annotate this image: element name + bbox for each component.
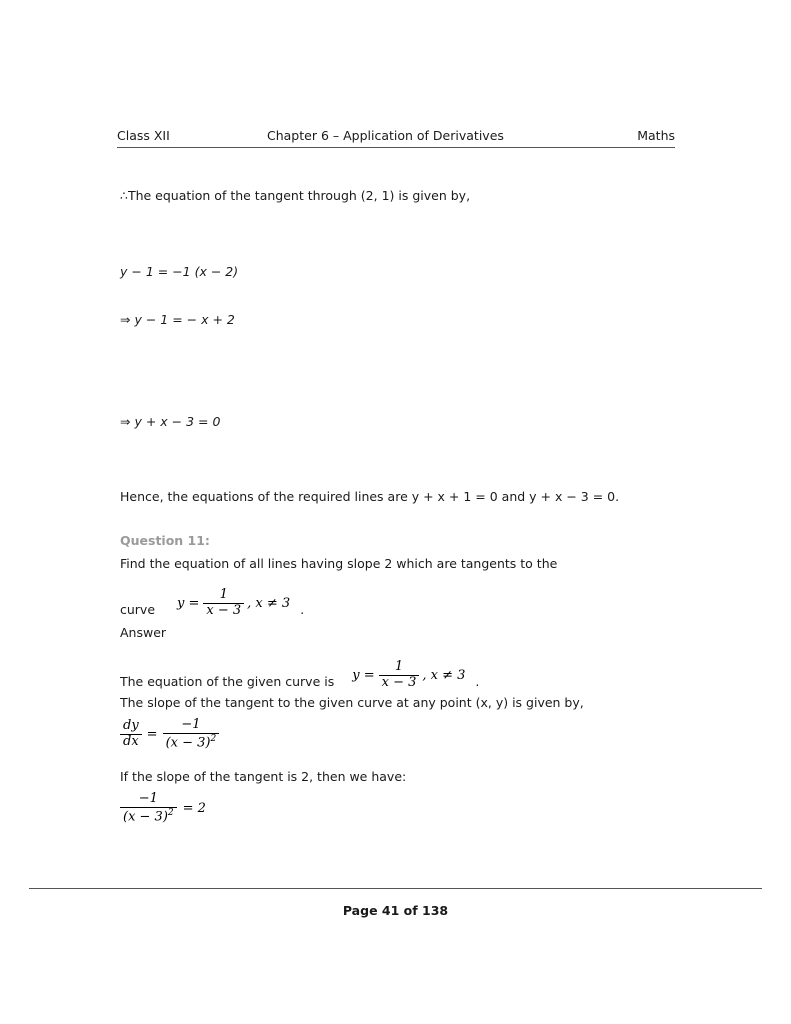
derivative-lhs-numerator: dy [120, 719, 142, 735]
page-header [117, 128, 675, 148]
if-slope-text: If the slope of the tangent is 2, then we have: [120, 769, 407, 784]
curve-y-equals: y = [177, 595, 200, 611]
derivative-rhs-denominator [163, 734, 220, 751]
slope-equation-row [120, 792, 206, 825]
equation-2: ⇒ y − 1 = − x + 2 [120, 312, 235, 327]
slope-equation-denominator-base: (x − 3) [123, 809, 168, 825]
derivative-expression-row [120, 718, 219, 751]
curve-fraction-denominator: x − 3 [206, 602, 242, 618]
slope-description-text: The slope of the tangent to the given curve at any point (x, y) is given by, [120, 695, 584, 710]
tangent-intro-text: ∴The equation of the tangent through (2, 1) is given by, [120, 188, 471, 203]
curve-fraction-numerator: 1 [203, 588, 244, 604]
question-11-heading: Question 11: [120, 533, 210, 548]
given-curve-fraction [379, 660, 420, 691]
conclusion-text: Hence, the equations of the required lines are y + x + 1 = 0 and y + x − 3 = 0. [120, 489, 620, 504]
curve-fraction [203, 588, 244, 619]
derivative-rhs-denominator-exponent: 2 [210, 733, 217, 744]
equation-3: ⇒ y + x − 3 = 0 [120, 414, 221, 429]
curve-period: . [300, 601, 305, 617]
given-curve-fraction-denominator: x − 3 [381, 674, 417, 690]
derivative-rhs-fraction [163, 718, 220, 751]
derivative-lhs-fraction [120, 719, 142, 750]
page-number: Page 41 of 138 [342, 903, 449, 918]
given-curve-fraction-numerator: 1 [379, 660, 420, 676]
slope-equation-fraction [120, 792, 177, 825]
derivative-lhs-denominator: dx [123, 734, 139, 750]
question-11-text: Find the equation of all lines having slope 2 which are tangents to the [120, 556, 558, 571]
given-curve-text: The equation of the given curve is [120, 673, 335, 689]
answer-label: Answer [120, 625, 167, 640]
header-subject-label: Maths [637, 128, 675, 143]
slope-equation-numerator: −1 [120, 792, 177, 808]
derivative-rhs-denominator-base: (x − 3) [165, 735, 211, 751]
given-curve-y-equals: y = [352, 667, 375, 683]
slope-equation-denominator [120, 808, 177, 825]
slope-equation-denominator-exponent: 2 [167, 807, 174, 818]
header-chapter-label: Chapter 6 – Application of Derivatives [267, 128, 504, 143]
derivative-rhs-numerator: −1 [163, 718, 220, 734]
curve-expression-row [120, 588, 304, 619]
slope-equation-value: = 2 [182, 801, 206, 817]
given-curve-period: . [475, 673, 480, 689]
footer-divider [29, 888, 762, 889]
header-row [117, 128, 675, 148]
curve-condition: , x ≠ 3 [247, 595, 291, 611]
header-class-label: Class XII [117, 128, 170, 143]
given-curve-condition: , x ≠ 3 [422, 667, 466, 683]
equation-1: y − 1 = −1 (x − 2) [120, 264, 239, 279]
curve-word: curve [120, 601, 156, 617]
derivative-equals-sign: = [146, 727, 158, 743]
given-curve-row [120, 660, 479, 691]
